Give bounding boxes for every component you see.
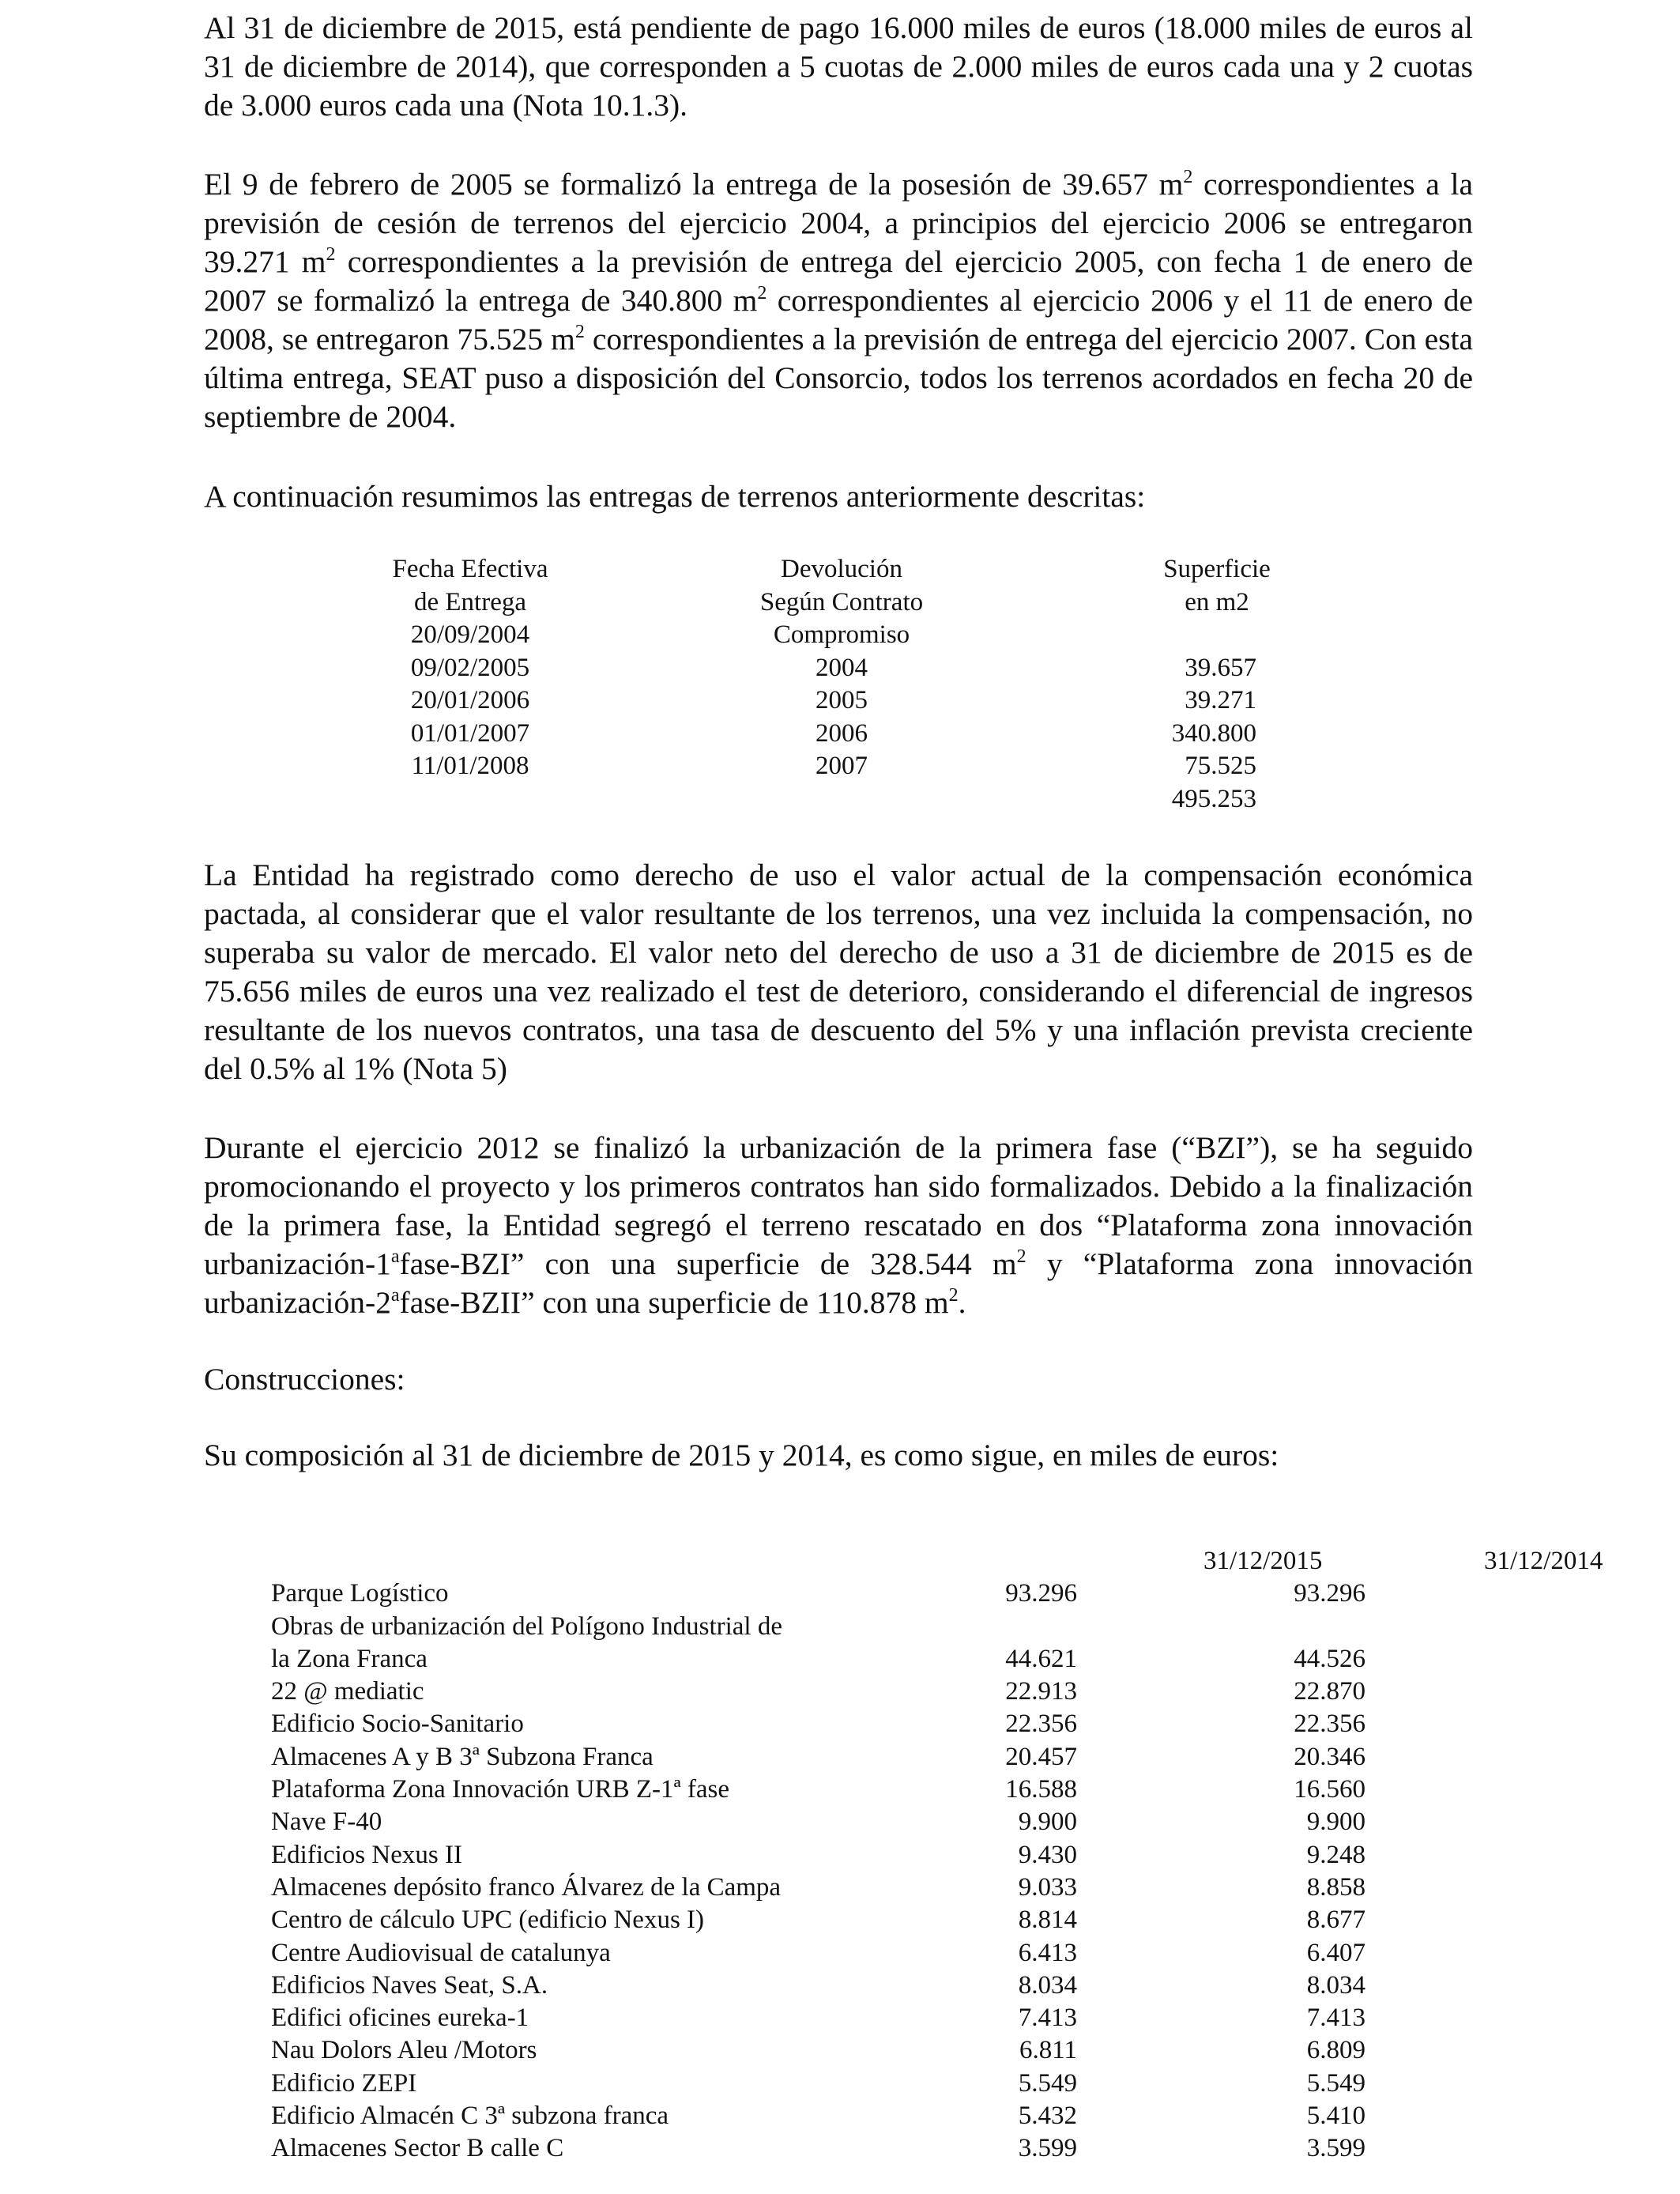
p5-text-4: fase-BZII” con una superficie de 110.878 m: [399, 1285, 949, 1320]
value-2015: 44.621: [1005, 1644, 1077, 1673]
date-cell: 09/02/2005: [410, 653, 530, 682]
value-2015: 6.811: [1019, 2036, 1077, 2065]
value-2015: 22.913: [1005, 1677, 1077, 1706]
row-label: Edificios Nexus II: [271, 1840, 462, 1869]
ordinal-superscript: a: [390, 1246, 400, 1267]
p2-text-1: El 9 de febrero de 2005 se formalizó la entrega de la posesión de 39.657 m: [204, 167, 1184, 202]
value-2014: 20.346: [1294, 1742, 1365, 1771]
row-label: Plataforma Zona Innovación URB Z-1ª fase: [271, 1775, 730, 1804]
row-label: Almacenes A y B 3ª Subzona Franca: [271, 1742, 654, 1771]
p5-text-1: Durante el ejercicio 2012 se finalizó la urbanización de la primera fase (“BZI”), se ha seguido promocionando el proyecto y los primeros contratos han sido formalizados. Debido a la finalización de la primera fase, la Entidad segregó el terreno rescatado en dos “Plataforma zona innovación urbanización-1: [204, 1130, 1473, 1281]
col-header: Devolución: [781, 555, 902, 583]
col-header: de Entrega: [413, 587, 526, 616]
value-2015: 7.413: [1018, 2004, 1077, 2033]
row-label: Edifici oficines eureka-1: [271, 2004, 529, 2033]
row-label: Nave F-40: [271, 1808, 382, 1837]
surface-cell: 340.800: [1171, 718, 1256, 748]
paragraph-composition-intro: Su composición al 31 de diciembre de 2015 y 2014, es como sigue, en miles de euros:: [204, 1438, 1279, 1472]
value-2015: 5.549: [1018, 2068, 1077, 2098]
value-2015: 8.814: [1018, 1906, 1077, 1935]
p5-text-5: .: [958, 1285, 966, 1320]
year-cell: 2005: [816, 686, 868, 714]
superscript: 2: [1183, 167, 1193, 187]
value-2014: 5.410: [1306, 2102, 1365, 2131]
ordinal-superscript: a: [390, 1285, 400, 1306]
paragraph-payment-pending: Al 31 de diciembre de 2015, está pendiente de pago 16.000 miles de euros (18.000 miles de euros al 31 de diciembre de 2014), que corresponden a 5 cuotas de 2.000 miles de euros cada una y 2 cuotas de 3.000 euros cada una (Nota 10.1.3).: [204, 10, 1473, 123]
superscript: 2: [574, 322, 585, 342]
value-2014: 16.560: [1294, 1775, 1365, 1804]
superscript: 2: [948, 1285, 959, 1306]
year-cell: 2004: [816, 653, 868, 682]
row-label: 22 @ mediatic: [271, 1677, 424, 1706]
column-header-2014: 31/12/2014: [1484, 1547, 1603, 1575]
value-2015: 8.034: [1018, 1970, 1077, 2000]
p2-text-3: correspondientes a la previsión de entrega del ejercicio 2005, con fecha 1 de enero de 2007 se formalizó la entrega de 340.800 m: [204, 244, 1473, 318]
paragraph-right-of-use: La Entidad ha registrado como derecho de uso el valor actual de la compensación económica pactada, al considerar que el valor resultante de los terrenos, una vez incluida la compensación, no superaba su valor de mercado. El valor neto del derecho de uso a 31 de diciembre de 2015 es de 75.656 miles de euros una vez realizado el test de deterioro, considerando el diferencial de ingresos resultante de los nuevos contratos, una tasa de descuento del 5% y una inflación prevista creciente del 0.5% al 1% (Nota 5): [204, 858, 1473, 1086]
superscript: 2: [1016, 1246, 1026, 1267]
superscript: 2: [326, 244, 336, 265]
value-2015: 5.432: [1018, 2102, 1077, 2131]
value-2014: 9.248: [1306, 1840, 1365, 1869]
row-label: Centro de cálculo UPC (edificio Nexus I): [271, 1906, 705, 1935]
row-label: Almacenes Sector B calle C: [271, 2134, 564, 2163]
year-cell: 2007: [816, 752, 868, 780]
value-2015: 9.900: [1018, 1808, 1077, 1837]
surface-cell: 39.271: [1185, 686, 1256, 714]
deliveries-col-surfaces: [1138, 652, 1256, 816]
column-header-2015: 31/12/2015: [1203, 1547, 1323, 1575]
row-label: Parque Logístico: [271, 1579, 449, 1608]
superscript: 2: [757, 283, 767, 303]
date-cell: 20/01/2006: [410, 686, 530, 714]
value-2015: 93.296: [1005, 1579, 1077, 1608]
row-label: Nau Dolors Aleu /Motors: [271, 2036, 537, 2065]
value-2014: 44.526: [1294, 1644, 1365, 1673]
value-2015: 3.599: [1018, 2134, 1077, 2163]
value-2014: 6.809: [1306, 2036, 1365, 2065]
deliveries-col-dates: [371, 553, 569, 783]
p5-text-2: fase-BZI” con una superficie de 328.544 m: [399, 1246, 1017, 1281]
deliveries-col-surface-header: [1138, 553, 1296, 619]
surface-cell: 39.657: [1185, 653, 1256, 682]
value-2014: 8.858: [1306, 1872, 1365, 1902]
row-label: Edificio Socio-Sanitario: [271, 1710, 524, 1739]
value-2015: 6.413: [1018, 1938, 1077, 1967]
paragraph-land-deliveries: [204, 165, 1473, 436]
value-2014: 8.677: [1306, 1906, 1365, 1935]
col-header: Según Contrato: [759, 587, 924, 616]
paragraph-bzi-phase: [204, 1129, 1473, 1322]
row-label: Edificios Naves Seat, S.A.: [271, 1970, 548, 2000]
row-label: Obras de urbanización del Polígono Industrial de: [271, 1612, 782, 1641]
row-label: Centre Audiovisual de catalunya: [271, 1938, 611, 1967]
value-2015: 20.457: [1005, 1742, 1077, 1771]
year-cell: 2006: [816, 718, 868, 748]
value-2015: 9.033: [1018, 1872, 1077, 1902]
value-2014: 6.407: [1306, 1938, 1365, 1967]
value-2014: 5.549: [1306, 2068, 1365, 2098]
value-2014: 7.413: [1306, 2004, 1365, 2033]
value-2014: 3.599: [1306, 2134, 1365, 2163]
value-2014: 22.356: [1294, 1710, 1365, 1739]
row-label: Almacenes depósito franco Álvarez de la Campa: [271, 1872, 782, 1902]
value-2015: 9.430: [1018, 1840, 1077, 1869]
col-header: Superficie: [1163, 555, 1271, 583]
date-cell: 20/09/2004: [410, 620, 530, 649]
date-cell: 01/01/2007: [410, 718, 530, 748]
row-label: Edificio Almacén C 3ª subzona franca: [271, 2102, 669, 2131]
row-label: la Zona Franca: [271, 1644, 428, 1673]
deliveries-col-years: [719, 553, 964, 783]
paragraph-summary-intro: A continuación resumimos las entregas de terrenos anteriormente descritas:: [204, 479, 1146, 514]
value-2014: 9.900: [1306, 1808, 1365, 1837]
value-2014: 8.034: [1306, 1970, 1365, 2000]
section-heading-construcciones: Construcciones:: [204, 1362, 405, 1397]
row-label: Edificio ZEPI: [271, 2068, 417, 2098]
p2-text-2: correspondientes a la previsión de cesión de terrenos del ejercicio 2004, a principios del ejercicio 2006 se entregaron 39.271 m: [204, 167, 1473, 279]
p2-text-5: correspondientes a la previsión de entrega del ejercicio 2007. Con esta última entrega, SEAT puso a disposición del Consorcio, todos los terrenos acordados en fecha 20 de septiembre de 2004.: [204, 322, 1473, 434]
col-header: Compromiso: [773, 620, 910, 649]
value-2014: 93.296: [1294, 1579, 1365, 1608]
p5-text-3: y “Plataforma zona innovación urbanización-2: [204, 1246, 1473, 1320]
surface-total: 495.253: [1171, 784, 1256, 813]
col-header: en m2: [1185, 587, 1249, 616]
col-header: Fecha Efectiva: [392, 555, 548, 583]
date-cell: 11/01/2008: [411, 752, 529, 780]
p2-text-4: correspondientes al ejercicio 2006 y el 11 de enero de 2008, se entregaron 75.525 m: [204, 283, 1474, 356]
value-2014: 22.870: [1294, 1677, 1365, 1706]
value-2015: 16.588: [1005, 1775, 1077, 1804]
value-2015: 22.356: [1005, 1710, 1077, 1739]
surface-cell: 75.525: [1185, 752, 1256, 780]
